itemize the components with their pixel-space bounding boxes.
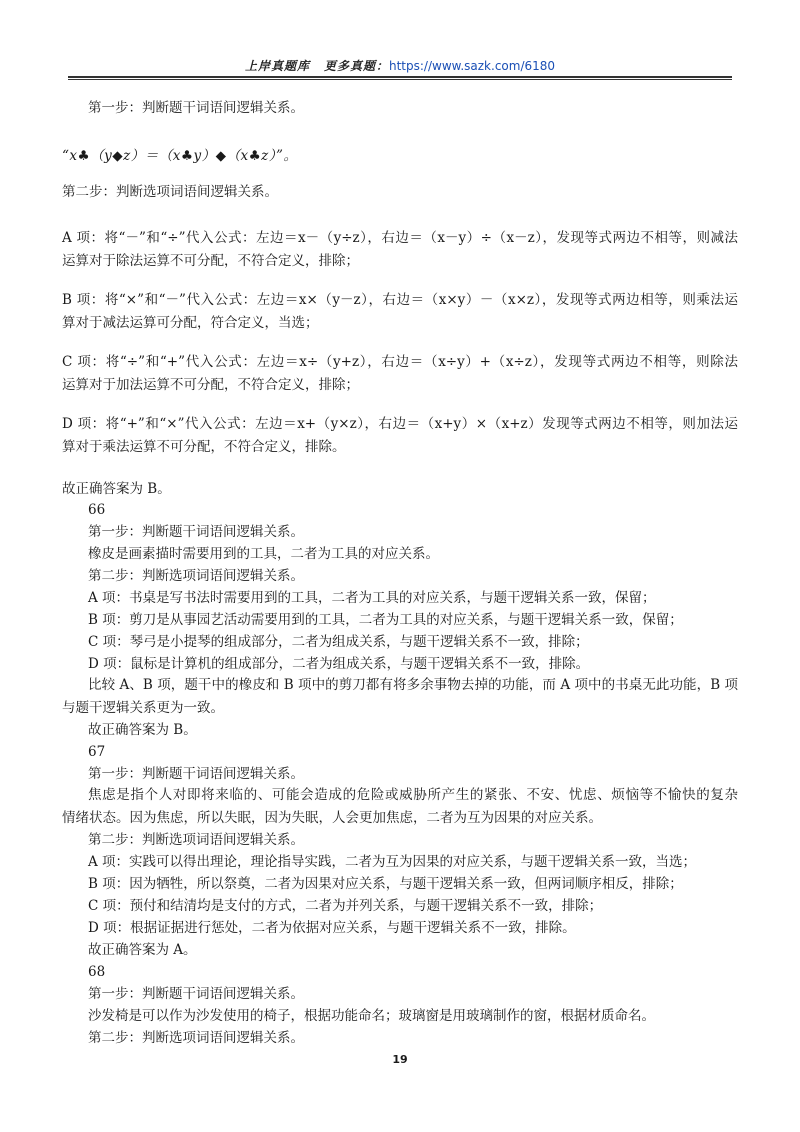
header-url-link[interactable]: https://www.sazk.com/6180 (388, 59, 556, 73)
q67-stem-relation: 焦虑是指个人对即将来临的、可能会造成的危险或威胁所产生的紧张、不安、忧虑、烦恼等不愉快的复杂 情绪状态。因为焦虑，所以失眠，因为失眠，人会更加焦虑，二者为互为因果的对应关系。 (62, 787, 738, 826)
q67-option-d: D 项：根据证据进行惩处，二者为依据对应关系，与题干逻辑关系不一致，排除。 (88, 920, 576, 936)
q68-step2: 第二步：判断选项词语间逻辑关系。 (88, 1030, 304, 1046)
option-a-analysis: A 项：将“－”和“÷”代入公式：左边＝x－（y÷z），右边＝（x－y）÷（x－z），发现等式两边不相等，则减法 运算对于除法运算不可分配，不符合定义，排除； (62, 230, 738, 269)
q66-answer: 故正确答案为 B。 (88, 722, 197, 738)
q68-stem-relation: 沙发椅是可以作为沙发使用的椅子，根据功能命名；玻璃窗是用玻璃制作的窗，根据材质命名。 (88, 1008, 655, 1024)
question-number-68: 68 (88, 964, 106, 980)
q67-answer: 故正确答案为 A。 (88, 942, 197, 958)
header-rule-thin (68, 79, 732, 80)
q66-option-c: C 项：琴弓是小提琴的组成部分，二者为组成关系，与题干逻辑关系不一致，排除； (88, 634, 589, 650)
header-label: 更多真题： (323, 59, 389, 73)
q67-option-c: C 项：预付和结清均是支付的方式，二者为并列关系，与题干逻辑关系不一致，排除； (88, 898, 603, 914)
q67-option-b: B 项：因为牺牲，所以祭奠，二者为因果对应关系，与题干逻辑关系一致，但两词顺序相反，排除； (88, 876, 683, 892)
page-header (68, 58, 732, 74)
q66-option-a: A 项：书桌是写书法时需要用到的工具，二者为工具的对应关系，与题干逻辑关系一致，保留； (88, 590, 656, 606)
q67-option-a: A 项：实践可以得出理论，理论指导实践，二者为互为因果的对应关系，与题干逻辑关系一致，当选； (88, 854, 697, 870)
header-brand: 上岸真题库 (244, 59, 310, 73)
q66-comparison: 比较 A、B 项，题干中的橡皮和 B 项中的剪刀都有将多余事物去掉的功能，而 A 项中的书桌无此功能，B 项 与题干逻辑关系更为一致。 (62, 677, 738, 716)
step2-heading: 第二步：判断选项词语间逻辑关系。 (62, 184, 278, 200)
question-number-67: 67 (88, 744, 106, 760)
option-c-analysis: C 项：将“÷”和“+”代入公式：左边＝x÷（y+z），右边＝（x÷y）+（x÷z），发现等式两边不相等，则除法 运算对于加法运算不可分配，不符合定义，排除； (62, 354, 738, 393)
q66-step2: 第二步：判断选项词语间逻辑关系。 (88, 568, 304, 584)
option-b-analysis: B 项：将“×”和“－”代入公式：左边＝x×（y－z），右边＝（x×y）－（x×z），发现等式两边相等，则乘法运 算对于减法运算可分配，符合定义，当选； (62, 292, 738, 331)
formula: “x♣（y◆z）＝（x♣y）◆（x♣z）”。 (62, 148, 298, 164)
q66-step1: 第一步：判断题干词语间逻辑关系。 (88, 524, 304, 540)
answer-65: 故正确答案为 B。 (62, 481, 171, 497)
q66-stem-relation: 橡皮是画素描时需要用到的工具，二者为工具的对应关系。 (88, 546, 439, 562)
step1-heading: 第一步：判断题干词语间逻辑关系。 (88, 100, 304, 116)
page-number: 19 (392, 1053, 408, 1066)
q67-step1: 第一步：判断题干词语间逻辑关系。 (88, 766, 304, 782)
q67-step2: 第二步：判断选项词语间逻辑关系。 (88, 832, 304, 848)
question-number-66: 66 (88, 502, 106, 518)
q66-option-d: D 项：鼠标是计算机的组成部分，二者为组成关系，与题干逻辑关系不一致，排除。 (88, 656, 590, 672)
q68-step1: 第一步：判断题干词语间逻辑关系。 (88, 986, 304, 1002)
q66-option-b: B 项：剪刀是从事园艺活动需要用到的工具，二者为工具的对应关系，与题干逻辑关系一致，保留； (88, 612, 683, 628)
header-rule (68, 76, 732, 78)
option-d-analysis: D 项：将“+”和“×”代入公式：左边＝x+（y×z），右边＝（x+y）×（x+z）发现等式两边不相等，则加法运 算对于乘法运算不可分配，不符合定义，排除。 (62, 416, 738, 455)
